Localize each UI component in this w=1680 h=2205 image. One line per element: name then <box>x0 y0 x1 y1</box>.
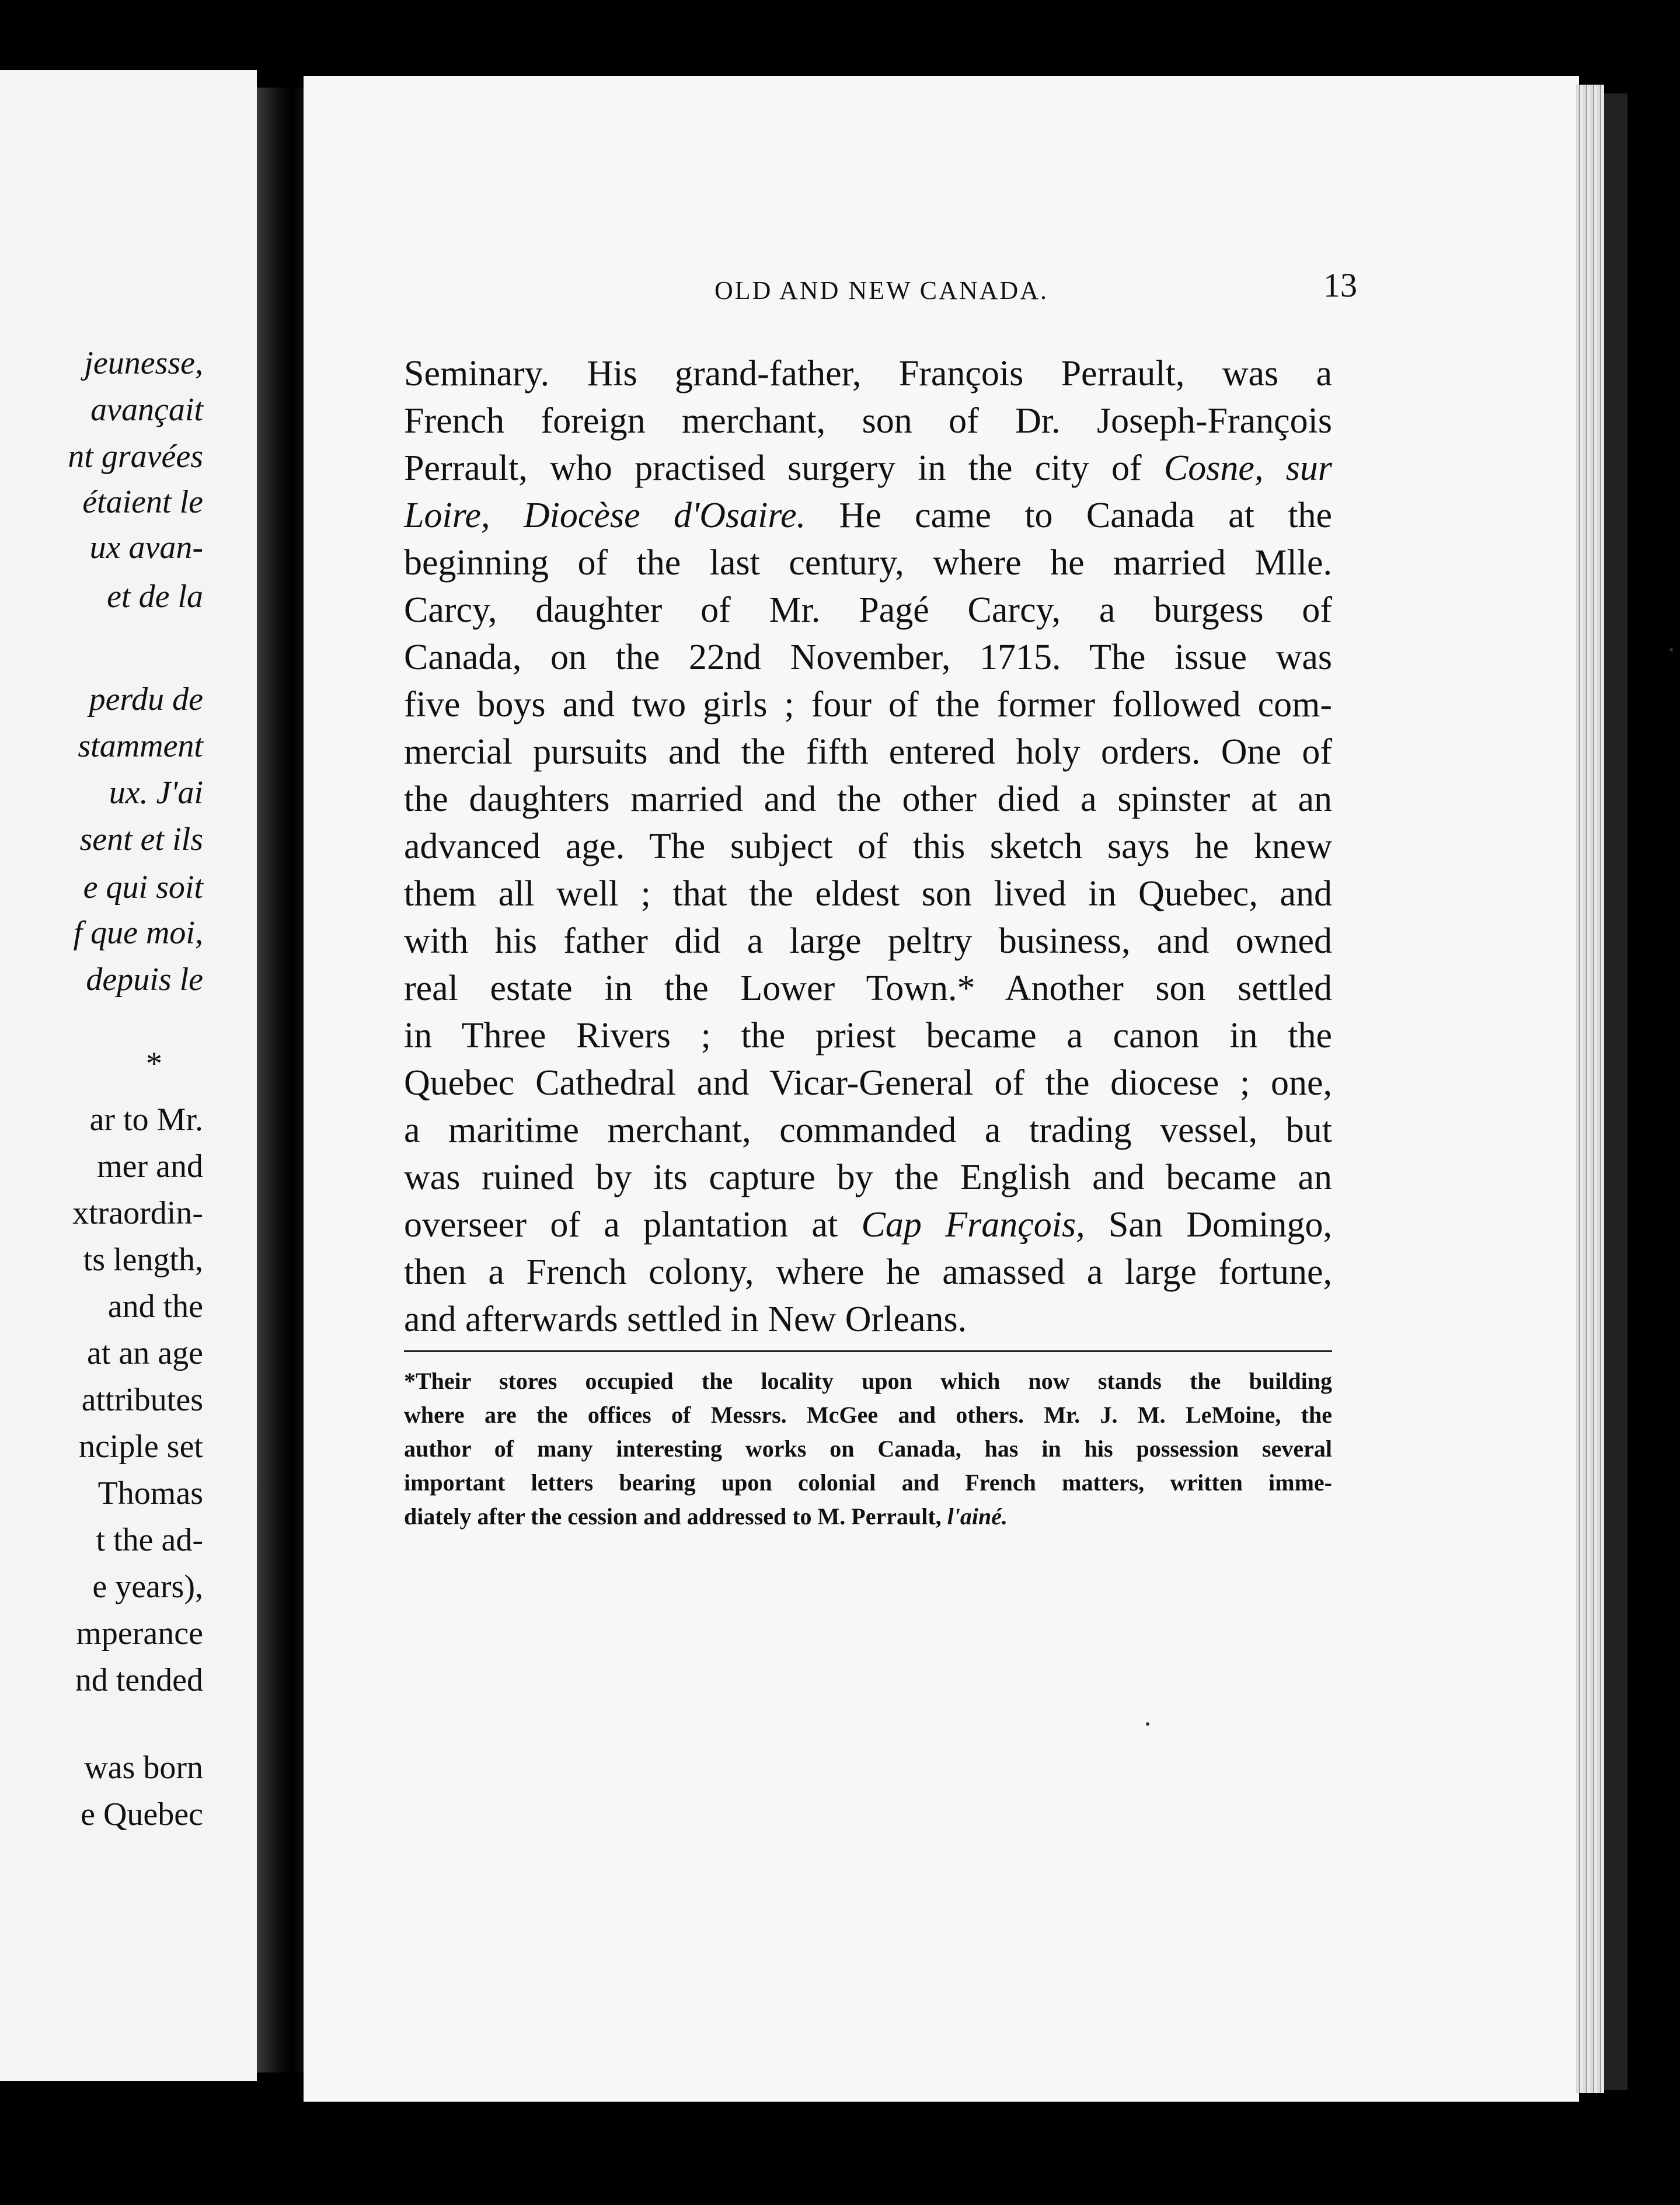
text-run: author of many interesting works on Canada, has in his possession several <box>404 1436 1332 1462</box>
text-run: five boys and two girls ; four of the former followed com- <box>404 685 1332 724</box>
body-line <box>404 539 1332 587</box>
previous-page-line: depuis le <box>86 962 203 998</box>
previous-page-line: xtraordin- <box>72 1195 203 1231</box>
italic-text: l'ainé. <box>947 1503 1008 1530</box>
text-run: advanced age. The subject of this sketch says he knew <box>404 827 1332 866</box>
body-line <box>404 445 1332 492</box>
previous-page-line: and the <box>107 1288 203 1325</box>
previous-page-line: étaient le <box>82 484 203 520</box>
body-line <box>404 729 1332 776</box>
previous-page-line: ux avan- <box>89 530 203 566</box>
footnote-rule <box>404 1350 1332 1352</box>
body-line <box>404 1249 1332 1296</box>
footnote-line <box>404 1432 1332 1466</box>
text-run: French foreign merchant, son of Dr. Joseph-François <box>404 401 1332 441</box>
body-line <box>404 350 1332 398</box>
previous-page-line: Thomas <box>97 1475 203 1511</box>
body-line <box>404 492 1332 539</box>
text-run: was ruined by its capture by the English and became an <box>404 1158 1332 1197</box>
previous-page-line: ux. J'ai <box>109 775 203 811</box>
footnote-line <box>404 1398 1332 1432</box>
italic-text: Cosne, sur <box>1163 448 1332 488</box>
ink-speck <box>1146 1722 1149 1726</box>
text-run: Quebec Cathedral and Vicar-General of the diocese ; one, <box>404 1063 1332 1103</box>
previous-page-line: et de la <box>107 579 203 615</box>
page-number: 13 <box>1323 266 1357 304</box>
previous-page-line: mperance <box>76 1615 203 1652</box>
text-run: with his father did a large peltry business, and owned <box>404 921 1332 961</box>
body-line <box>404 587 1332 634</box>
body-line <box>404 398 1332 445</box>
previous-page-line: nt gravées <box>68 438 203 475</box>
running-head: OLD AND NEW CANADA. <box>714 276 1048 305</box>
body-line <box>404 1201 1332 1249</box>
previous-page-line: * <box>146 1046 162 1082</box>
text-run: the daughters married and the other died a spinster at an <box>404 779 1332 819</box>
footnote-line <box>404 1466 1332 1500</box>
previous-page <box>0 70 257 2081</box>
body-text <box>404 350 1332 1343</box>
text-run: mercial pursuits and the fifth entered holy orders. One of <box>404 732 1332 772</box>
previous-page-line: jeunesse, <box>84 345 203 381</box>
text-run: San Domingo, <box>1085 1205 1332 1245</box>
previous-page-line: ts length, <box>83 1242 203 1278</box>
text-run: a maritime merchant, commanded a trading vessel, but <box>404 1110 1332 1150</box>
footnote <box>404 1364 1332 1534</box>
text-run: Perrault, who practised surgery in the city of <box>404 448 1164 488</box>
previous-page-line: nd tended <box>75 1662 203 1698</box>
footnote-line <box>404 1364 1332 1398</box>
text-run: and afterwards settled in New Orleans. <box>404 1300 967 1339</box>
previous-page-line: stamment <box>78 728 203 764</box>
body-line <box>404 965 1332 1012</box>
body-line <box>404 1107 1332 1154</box>
previous-page-line: e years), <box>92 1569 203 1605</box>
previous-page-line: t the ad- <box>96 1522 203 1558</box>
text-run: He came to Canada at the <box>806 496 1332 535</box>
text-run: Canada, on the 22nd November, 1715. The issue was <box>404 638 1332 677</box>
previous-page-line: was born <box>84 1750 203 1786</box>
ink-speck <box>1669 648 1673 652</box>
previous-page-line: e Quebec <box>81 1796 203 1833</box>
body-line <box>404 1012 1332 1060</box>
text-run: important letters bearing upon colonial and French matters, written imme- <box>404 1469 1332 1496</box>
text-run: diately after the cession and addressed to M. Perrault, <box>404 1503 947 1530</box>
body-line <box>404 918 1332 965</box>
previous-page-line: e qui soit <box>83 869 203 905</box>
previous-page-line: perdu de <box>89 681 203 717</box>
book-cover-edge <box>1604 93 1627 2090</box>
body-line <box>404 1296 1332 1343</box>
previous-page-line: sent et ils <box>79 821 203 858</box>
body-line <box>404 776 1332 823</box>
italic-text: Cap François, <box>861 1205 1085 1245</box>
text-run: then a French colony, where he amassed a large fortune, <box>404 1252 1332 1292</box>
body-line <box>404 1060 1332 1107</box>
text-run: them all well ; that the eldest son lived in Quebec, and <box>404 874 1332 914</box>
previous-page-line: ar to Mr. <box>89 1102 203 1138</box>
text-run: beginning of the last century, where he married Mlle. <box>404 543 1332 583</box>
text-run: real estate in the Lower Town.* Another son settled <box>404 969 1332 1008</box>
body-line <box>404 681 1332 729</box>
previous-page-line: at an age <box>87 1335 203 1371</box>
body-line <box>404 870 1332 918</box>
text-run: *Their stores occupied the locality upon which now stands the building <box>404 1368 1332 1394</box>
previous-page-line: mer and <box>97 1148 203 1185</box>
footnote-line <box>404 1500 1332 1534</box>
body-line <box>404 634 1332 681</box>
body-line <box>404 1154 1332 1201</box>
previous-page-line: attributes <box>81 1382 203 1418</box>
previous-page-line: nciple set <box>78 1429 203 1465</box>
text-run: Carcy, daughter of Mr. Pagé Carcy, a burgess of <box>404 590 1332 630</box>
text-run: Seminary. His grand-father, François Perrault, was a <box>404 354 1332 393</box>
body-line <box>404 823 1332 870</box>
text-run: in Three Rivers ; the priest became a canon in the <box>404 1016 1332 1056</box>
italic-text: Loire, Diocèse d'Osaire. <box>404 496 806 535</box>
previous-page-line: f que moi, <box>73 915 203 951</box>
previous-page-line: avançait <box>90 392 203 428</box>
text-run: where are the offices of Messrs. McGee and others. Mr. J. M. LeMoine, the <box>404 1402 1332 1428</box>
text-run: overseer of a plantation at <box>404 1205 862 1245</box>
page-edges <box>1576 85 1604 2093</box>
